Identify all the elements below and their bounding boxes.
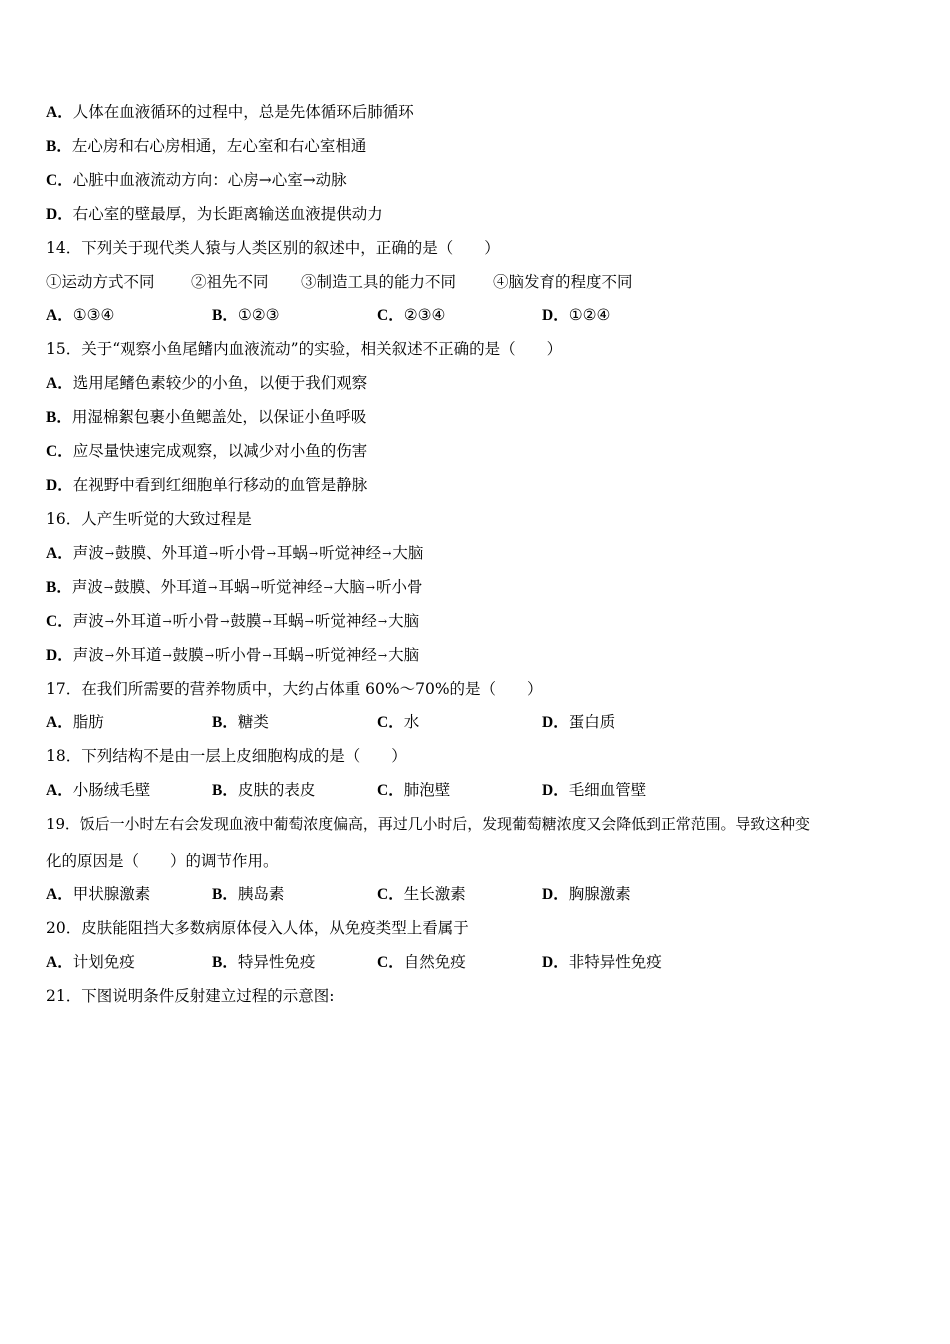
option-text: ②③④ — [403, 306, 446, 324]
process-step: 听小骨 — [219, 544, 266, 562]
process-step: 声波 — [72, 612, 104, 630]
process-step: 声波 — [72, 544, 104, 562]
q16-option-a — [46, 542, 423, 564]
option-text: 肺泡壁 — [403, 781, 451, 799]
arrow-icon: → — [377, 649, 388, 662]
option-text: 右心室的壁最厚，为长距离输送血液提供动力 — [72, 205, 383, 223]
q20-option-a — [46, 951, 135, 974]
q18-option-d — [542, 779, 646, 802]
option-label: A． — [46, 714, 73, 731]
arrow-icon: → — [382, 547, 392, 560]
q14-stem: 14．下列关于现代类人猿与人类区别的叙述中，正确的是（ ） — [46, 239, 500, 257]
option-label: C． — [377, 886, 404, 903]
process-step: 大脑 — [388, 646, 420, 664]
q16-option-b — [46, 576, 423, 598]
option-label: A． — [46, 104, 73, 121]
q18-option-c — [377, 779, 450, 802]
option-text: 皮肤的表皮 — [237, 781, 316, 799]
option-label: B． — [212, 714, 238, 731]
arrow-icon: → — [162, 649, 172, 662]
option-label: B． — [212, 307, 238, 324]
arrow-icon: → — [208, 547, 219, 560]
process-step: 鼓膜、外耳道 — [114, 578, 208, 596]
option-label: D． — [542, 954, 569, 971]
process-step: 鼓膜 — [172, 646, 204, 664]
q20-option-d — [542, 951, 662, 974]
arrow-icon: → — [250, 581, 260, 594]
process-step: 声波 — [71, 578, 103, 596]
q18-option-a — [46, 779, 150, 802]
q16-stem: 16．人产生听觉的大致过程是 — [46, 510, 252, 528]
option-label: D． — [46, 206, 73, 223]
option-text: 在视野中看到红细胞单行移动的血管是静脉 — [72, 476, 368, 494]
q18-stem: 18．下列结构不是由一层上皮细胞构成的是（ ） — [46, 747, 407, 765]
option-text: 甲状腺激素 — [72, 885, 151, 903]
option-label: D． — [46, 647, 73, 664]
process-step: 听小骨 — [172, 612, 220, 630]
process-step: 听小骨 — [376, 578, 423, 596]
arrow-icon: → — [104, 547, 114, 560]
option-label: D． — [542, 886, 569, 903]
arrow-icon: → — [104, 649, 114, 662]
q15-option-a — [46, 372, 367, 394]
option-label: A． — [46, 307, 73, 324]
arrow-icon: → — [162, 615, 172, 628]
process-step: 耳蜗 — [218, 578, 250, 596]
q20-stem: 20．皮肤能阻挡大多数病原体侵入人体，从免疫类型上看属于 — [46, 919, 469, 937]
process-step: 耳蜗 — [272, 646, 304, 664]
process-step: 声波 — [72, 646, 104, 664]
q19-option-b — [212, 883, 284, 906]
option-text: 心脏中血液流动方向：心房→心室→动脉 — [72, 171, 347, 189]
arrow-icon: → — [262, 615, 272, 628]
option-label: B． — [212, 954, 238, 971]
option-text: ①②③ — [237, 306, 280, 324]
q19-stem-line-2: 化的原因是（ ）的调节作用。 — [46, 852, 279, 870]
option-label: B． — [46, 138, 72, 155]
process-step: 外耳道 — [114, 612, 162, 630]
process-step: 耳蜗 — [272, 612, 304, 630]
q16-option-d — [46, 644, 419, 666]
arrow-icon: → — [266, 547, 276, 560]
q20-option-b — [212, 951, 315, 974]
option-label: D． — [542, 307, 569, 324]
q13-option-c — [46, 169, 347, 191]
option-text: 应尽量快速完成观察，以减少对小鱼的伤害 — [72, 442, 368, 460]
process-step: 听觉神经 — [314, 612, 377, 630]
q20-option-c — [377, 951, 466, 974]
option-label: C． — [46, 172, 73, 189]
option-label: A． — [46, 782, 73, 799]
q14-item-3: ③制造工具的能力不同 — [301, 273, 457, 291]
q14-option-a — [46, 304, 114, 327]
option-label: B． — [212, 782, 238, 799]
q13-option-d — [46, 203, 383, 225]
option-text: ①③④ — [72, 306, 115, 324]
arrow-icon: → — [377, 615, 388, 628]
q14-item-4: ④脑发育的程度不同 — [493, 273, 633, 291]
option-text: 左心房和右心房相通，左心室和右心室相通 — [71, 137, 367, 155]
process-chain — [72, 578, 423, 596]
arrow-icon: → — [262, 649, 272, 662]
option-label: A． — [46, 375, 73, 392]
q19-stem-line-1: 19．饭后一小时左右会发现血液中葡萄浓度偏高，再过几小时后，发现葡萄糖浓度又会降低到正常范围。导致这种变 — [46, 815, 810, 833]
process-step: 听觉神经 — [260, 578, 323, 596]
process-step: 鼓膜、外耳道 — [114, 544, 208, 562]
q15-stem: 15．关于“观察小鱼尾鳍内血液流动”的实验，相关叙述不正确的是（ ） — [46, 340, 563, 358]
process-chain — [73, 612, 419, 630]
q14-option-d — [542, 304, 610, 327]
option-label: B． — [46, 409, 72, 426]
process-step: 外耳道 — [114, 646, 162, 664]
process-chain — [73, 544, 424, 562]
arrow-icon: → — [103, 581, 114, 594]
q13-option-b — [46, 135, 366, 157]
option-text: 生长激素 — [403, 885, 466, 903]
q19-option-c — [377, 883, 466, 906]
option-label: C． — [377, 714, 404, 731]
option-text: 小肠绒毛壁 — [72, 781, 151, 799]
q19-option-a — [46, 883, 150, 906]
arrow-icon: → — [323, 581, 333, 594]
option-label: C． — [377, 307, 404, 324]
option-text: 水 — [403, 713, 420, 731]
q17-option-a — [46, 711, 104, 734]
q15-option-b — [46, 406, 366, 428]
arrow-icon: → — [365, 581, 376, 594]
option-text: 选用尾鳍色素较少的小鱼，以便于我们观察 — [72, 374, 368, 392]
option-label: B． — [46, 579, 72, 596]
q14-item-1: ①运动方式不同 — [46, 273, 155, 291]
q15-option-c — [46, 440, 367, 462]
q21-stem: 21．下图说明条件反射建立过程的示意图: — [46, 987, 335, 1005]
arrow-icon: → — [220, 615, 230, 628]
q14-option-b — [212, 304, 280, 327]
q14-item-2: ②祖先不同 — [191, 273, 269, 291]
process-step: 耳蜗 — [276, 544, 308, 562]
option-label: C． — [377, 954, 404, 971]
option-text: 非特异性免疫 — [568, 953, 662, 971]
option-label: D． — [46, 477, 73, 494]
process-chain — [73, 646, 419, 664]
option-text: 胰岛素 — [237, 885, 285, 903]
arrow-icon: → — [104, 615, 114, 628]
process-step: 大脑 — [333, 578, 365, 596]
option-label: C． — [46, 613, 73, 630]
arrow-icon: → — [204, 649, 214, 662]
q15-option-d — [46, 474, 367, 496]
option-text: 胸腺激素 — [568, 885, 631, 903]
q17-option-b — [212, 711, 269, 734]
option-label: A． — [46, 954, 73, 971]
option-label: D． — [542, 782, 569, 799]
process-step: 听觉神经 — [314, 646, 377, 664]
option-text: 特异性免疫 — [237, 953, 316, 971]
arrow-icon: → — [304, 615, 314, 628]
process-step: 听小骨 — [214, 646, 262, 664]
option-label: C． — [377, 782, 404, 799]
option-label: D． — [542, 714, 569, 731]
option-text: 蛋白质 — [568, 713, 616, 731]
option-text: 计划免疫 — [72, 953, 135, 971]
process-step: 鼓膜 — [230, 612, 262, 630]
q17-option-c — [377, 711, 419, 734]
arrow-icon: → — [208, 581, 218, 594]
process-step: 大脑 — [388, 612, 420, 630]
option-text: ①②④ — [568, 306, 611, 324]
option-label: A． — [46, 886, 73, 903]
option-label: B． — [212, 886, 238, 903]
process-step: 听觉神经 — [319, 544, 382, 562]
q19-option-d — [542, 883, 631, 906]
q14-option-c — [377, 304, 445, 327]
option-text: 自然免疫 — [403, 953, 466, 971]
option-text: 糖类 — [237, 713, 269, 731]
option-text: 脂肪 — [72, 713, 104, 731]
q13-option-a — [46, 101, 414, 123]
arrow-icon: → — [308, 547, 319, 560]
option-text: 毛细血管壁 — [568, 781, 647, 799]
arrow-icon: → — [304, 649, 314, 662]
option-text: 人体在血液循环的过程中，总是先体循环后肺循环 — [72, 103, 414, 121]
q17-option-d — [542, 711, 615, 734]
q18-option-b — [212, 779, 315, 802]
option-text: 用湿棉絮包裹小鱼鳃盖处，以保证小鱼呼吸 — [71, 408, 367, 426]
option-label: C． — [46, 443, 73, 460]
q16-option-c — [46, 610, 419, 632]
process-step: 大脑 — [392, 544, 424, 562]
option-label: A． — [46, 545, 73, 562]
q17-stem: 17．在我们所需要的营养物质中，大约占体重 60%～70%的是（ ） — [46, 680, 543, 698]
